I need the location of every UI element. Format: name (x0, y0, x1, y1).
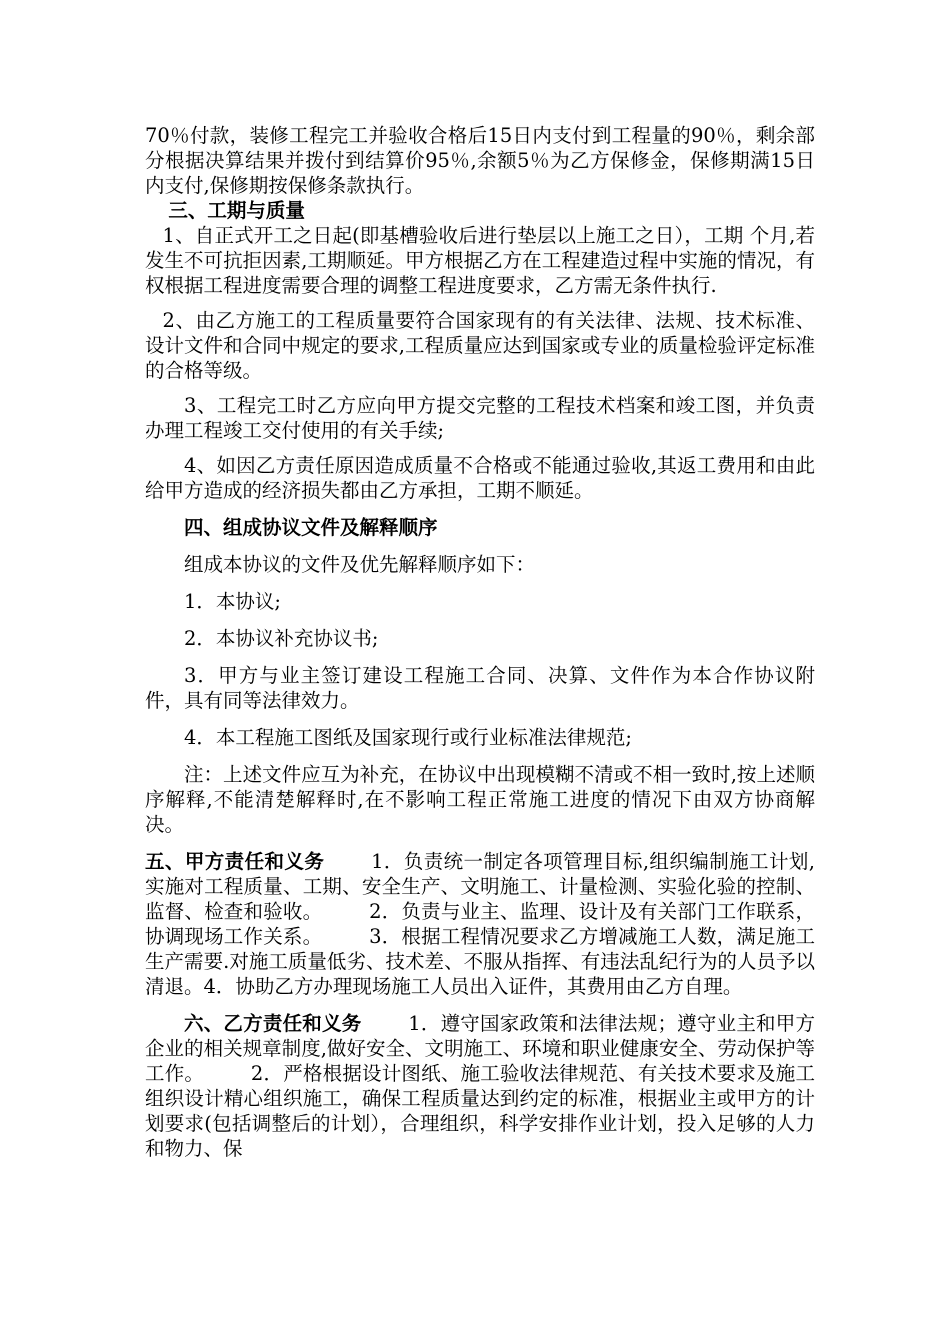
section-4-item-4: 4．本工程施工图纸及国家现行或行业标准法律规范; (184, 726, 632, 749)
section-4-intro: 组成本协议的文件及优先解释顺序如下： (184, 553, 536, 576)
section-5-clause-3-4: 3．根据工程情况要求乙方增减施工人数，满足施工生产需要.对施工质量低劣、技术差、不服从指挥、有违法乱纪行为的人员予以清退。4．协助乙方办理现场施工人员出入证件，其费用由乙方自理。 (145, 925, 815, 998)
section-3-paragraph-2: 2、由乙方施工的工程质量要符合国家现有的有关法律、法规、技术标准、设计文件和合同中规定的要求,工程质量应达到国家或专业的质量检验评定标准的合格等级。 (145, 309, 815, 382)
document-page (145, 123, 815, 1161)
section-6-paragraph (145, 1011, 815, 1161)
section-6-heading: 六、乙方责任和义务 (184, 1012, 362, 1035)
section-4-heading: 四、组成协议文件及解释顺序 (184, 516, 438, 539)
section-5-clause-2: 2．负责与业主、监理、设计及有关部门工作联系，协调现场工作关系。 (145, 900, 815, 948)
section-6-clause-2: 2．严格根据设计图纸、施工验收法律规范、有关技术要求及施工组织设计精心组织施工，确保工程质量达到约定的标准，根据业主或甲方的计划要求(包括调整后的计划），合理组织，科学安排作业计划，投入足够的人力和物力、保 (145, 1062, 815, 1160)
section-5-heading: 五、甲方责任和义务 (145, 850, 325, 873)
section-4-item-2: 2．本协议补充协议书; (184, 627, 379, 650)
section-3-paragraph-1: 1、自正式开工之日起(即基槽验收后进行垫层以上施工之日），工期 个月,若发生不可抗拒因素,工期顺延。甲方根据乙方在工程建造过程中实施的情况，有权根据工程进度需要合理的调整工程进度要求，乙方需无条件执行. (145, 224, 815, 297)
section-5-paragraph (145, 849, 815, 999)
section-3-heading: 三、工期与质量 (168, 199, 305, 222)
section-4-note: 注：上述文件应互为补充，在协议中出现模糊不清或不相一致时,按上述顺序解释,不能清楚解释时,在不影响工程正常施工进度的情况下由双方协商解决。 (145, 763, 815, 836)
paragraph-intro: 70％付款，装修工程完工并验收合格后15日内支付到工程量的90％，剩余部分根据决算结果并拨付到结算价95％,余额5％为乙方保修金，保修期满15日内支付,保修期按保修条款执行。 (145, 124, 815, 197)
section-3-paragraph-3: 3、工程完工时乙方应向甲方提交完整的工程技术档案和竣工图，并负责办理工程竣工交付使用的有关手续; (145, 394, 815, 442)
section-6-clause-1: 1．遵守国家政策和法律法规；遵守业主和甲方企业的相关规章制度,做好安全、文明施工、环境和职业健康安全、劳动保护等工作。 (145, 1012, 815, 1085)
section-3-paragraph-4: 4、如因乙方责任原因造成质量不合格或不能通过验收,其返工费用和由此给甲方造成的经济损失都由乙方承担，工期不顺延。 (145, 454, 815, 502)
section-4-item-3: 3．甲方与业主签订建设工程施工合同、决算、文件作为本合作协议附件，具有同等法律效力。 (145, 664, 815, 712)
section-4-item-1: 1．本协议; (184, 590, 281, 613)
section-5-clause-1: 1．负责统一制定各项管理目标,组织编制施工计划,实施对工程质量、工期、安全生产、文明施工、计量检测、实验化验的控制、监督、检查和验收。 (145, 850, 815, 923)
